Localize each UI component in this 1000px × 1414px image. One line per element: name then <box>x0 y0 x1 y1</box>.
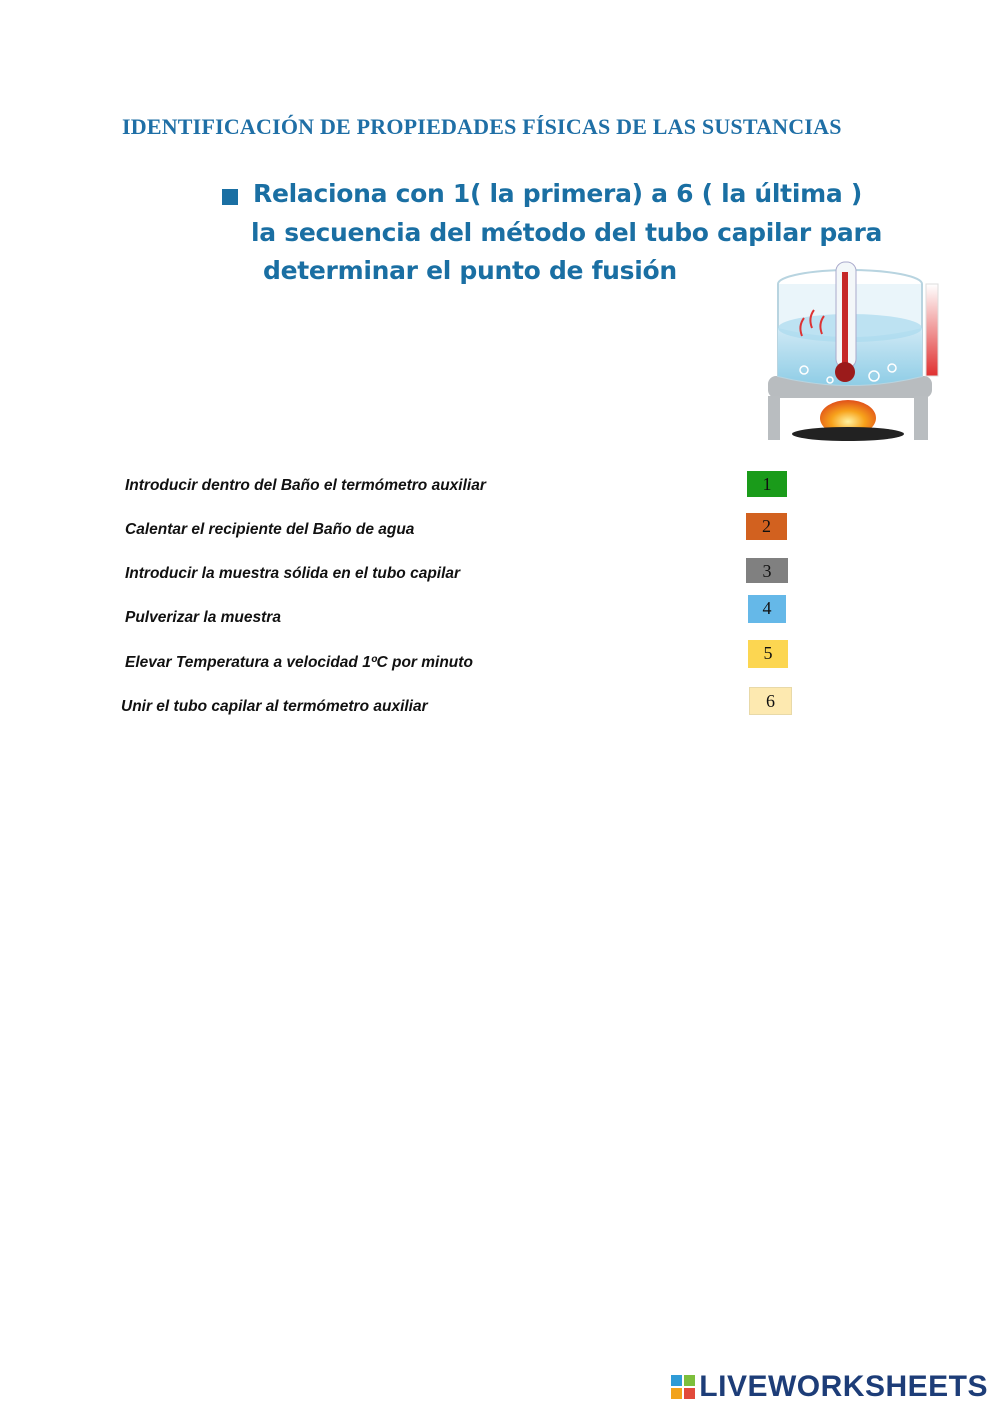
instruction-line-3: determinar el punto de fusión <box>263 256 677 285</box>
instruction-line-1: Relaciona con 1( la primera) a 6 ( la última ) <box>253 179 862 208</box>
instruction-line-2: la secuencia del método del tubo capilar para <box>251 218 883 247</box>
number-box-4[interactable]: 4 <box>748 595 786 623</box>
step-text-5: Elevar Temperatura a velocidad 1ºC por minuto <box>125 654 473 671</box>
step-text-6: Unir el tubo capilar al termómetro auxiliar <box>121 698 428 715</box>
logo-tiles-icon <box>671 1375 695 1399</box>
liveworksheets-logo <box>671 1370 988 1404</box>
water-bath-thermometer-icon <box>764 258 944 442</box>
number-box-2[interactable]: 2 <box>746 513 787 540</box>
number-box-5[interactable]: 5 <box>748 640 788 668</box>
step-text-4: Pulverizar la muestra <box>125 609 281 626</box>
number-box-3[interactable]: 3 <box>746 558 788 583</box>
bullet-square-icon <box>222 189 238 205</box>
number-box-6[interactable]: 6 <box>749 687 792 715</box>
step-text-2: Calentar el recipiente del Baño de agua <box>125 521 415 538</box>
step-text-3: Introducir la muestra sólida en el tubo capilar <box>125 565 461 582</box>
brand-name: LIVEWORKSHEETS <box>699 1370 988 1403</box>
page-title: IDENTIFICACIÓN DE PROPIEDADES FÍSICAS DE LAS SUSTANCIAS <box>122 114 842 139</box>
step-text-1: Introducir dentro del Baño el termómetro auxiliar <box>125 477 486 494</box>
number-box-1[interactable]: 1 <box>747 471 787 497</box>
